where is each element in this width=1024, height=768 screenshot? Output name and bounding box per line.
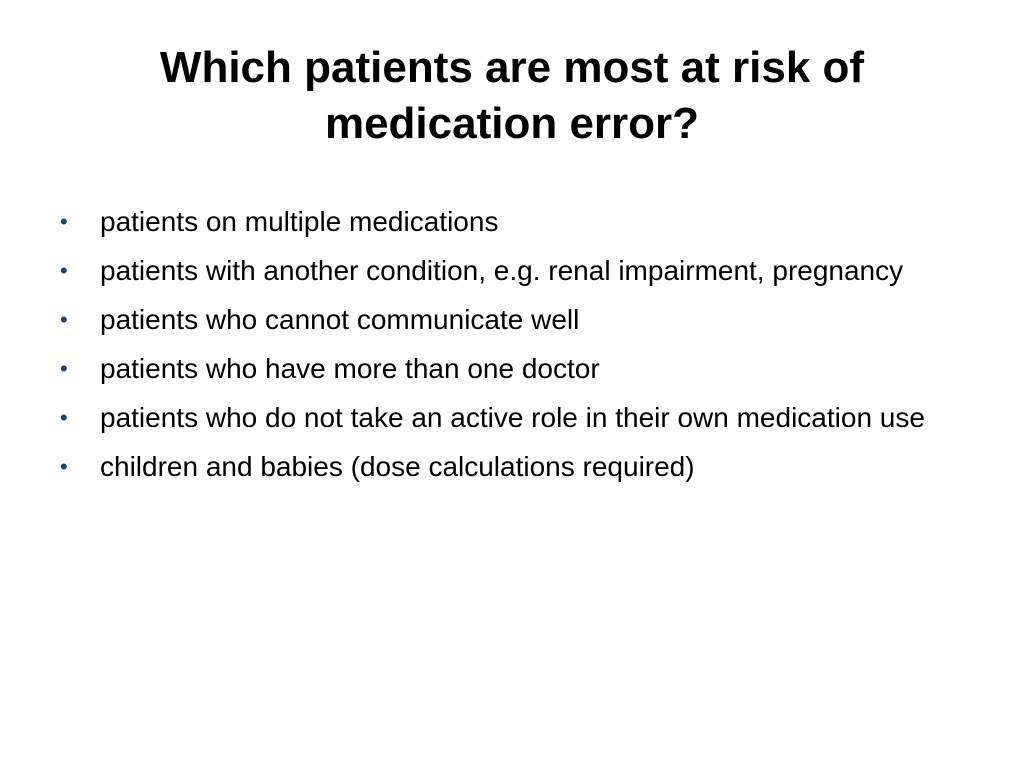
bullet-icon: •	[60, 209, 68, 234]
list-item	[56, 251, 956, 291]
bullet-text: patients who have more than one doctor	[100, 353, 600, 384]
bullet-list	[56, 202, 956, 496]
list-item	[56, 349, 956, 389]
bullet-text: children and babies (dose calculations required)	[100, 451, 695, 482]
list-item	[56, 202, 956, 242]
bullet-text: patients who cannot communicate well	[100, 304, 580, 335]
bullet-icon: •	[60, 356, 68, 381]
bullet-text: patients with another condition, e.g. renal impairment, pregnancy	[100, 255, 904, 286]
list-item	[56, 398, 956, 438]
bullet-text: patients on multiple medications	[100, 206, 499, 237]
bullet-text: patients who do not take an active role in their own medication use	[100, 402, 925, 433]
bullet-icon: •	[60, 454, 68, 479]
bullet-icon: •	[60, 258, 68, 283]
bullet-icon: •	[60, 307, 68, 332]
list-item	[56, 447, 956, 487]
bullet-icon: •	[60, 405, 68, 430]
slide-title: Which patients are most at risk of medication error?	[159, 43, 865, 148]
list-item	[56, 300, 956, 340]
